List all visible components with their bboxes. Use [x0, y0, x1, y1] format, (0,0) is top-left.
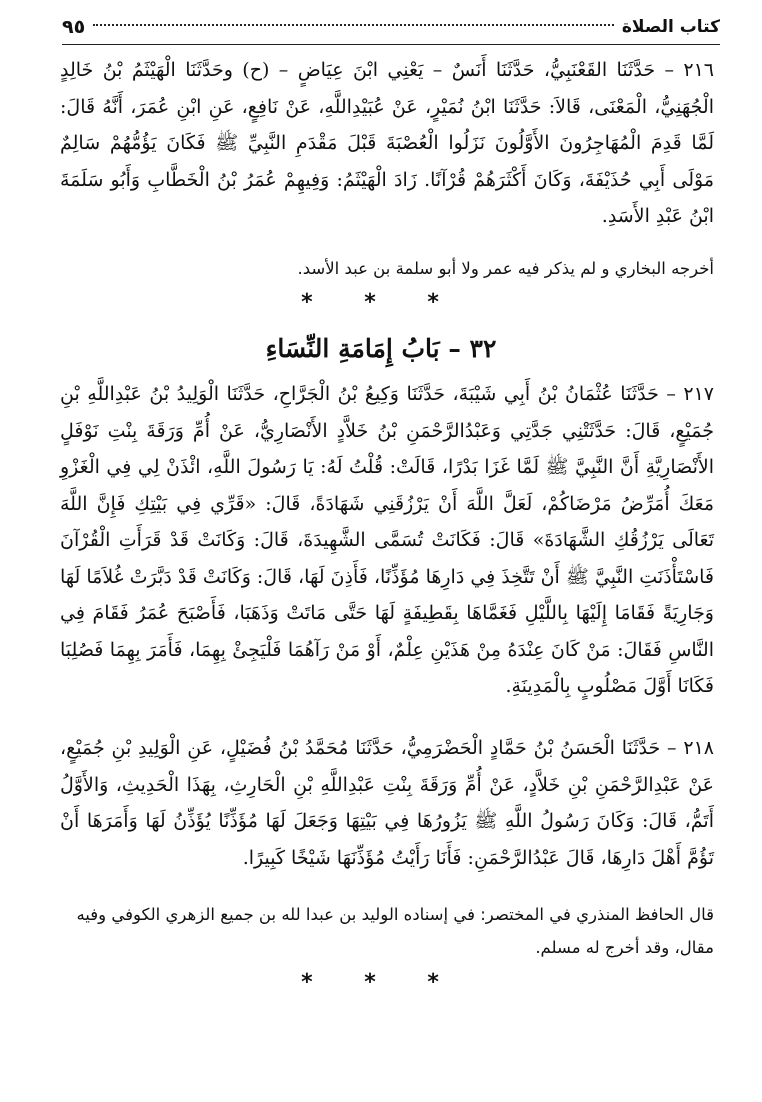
hadith-216	[60, 52, 714, 235]
book-title: كتاب الصلاة	[621, 17, 720, 37]
running-header	[62, 12, 720, 42]
header-rule	[62, 44, 720, 45]
note-216: أخرجه البخاري و لم يذكر فيه عمر ولا أبو سلمة بن عبد الأسد.	[297, 259, 714, 278]
section-separator-end: * * *	[301, 970, 461, 995]
hadith-218	[60, 730, 714, 876]
hadith-218-text: ٢١٨ – حَدَّثَنَا الْحَسَنُ بْنُ حَمَّادٍ الْحَضْرَمِيُّ، حَدَّثَنَا مُحَمَّدُ بْنُ فُضَيْلٍ، عَنِ الْوَلِيدِ بْنِ جُمَيْعٍ، عَنْ عَبْدِالرَّحْمَنِ بْنِ خَلاَّدٍ، عَنْ أُمِّ وَرَقَةَ بِنْتِ عَبْدِاللَّهِ بْنِ الْحَارِثِ، بِهَذَا الْحَدِيثِ، وَالأَوَّلُ أَتَمُّ، قَالَ: وَكَانَ رَسُولُ اللَّهِ ﷺ يَزُورُهَا فِي بَيْتِهَا وَجَعَلَ لَهَا مُؤَذِّنًا يُؤَذِّنُ لَهَا وَأَمَرَهَا أَنْ تَؤُمَّ أَهْلَ دَارِهَا، قَالَ عَبْدُالرَّحْمَنِ: فَأَنَا رَأَيْتُ مُؤَذِّنَهَا شَيْخًا كَبِيرًا.	[60, 737, 714, 869]
page-number: ٩٥	[62, 16, 86, 38]
hadith-217-text: ٢١٧ – حَدَّثَنَا عُثْمَانُ بْنُ أَبِي شَيْبَةَ، حَدَّثَنَا وَكِيعُ بْنُ الْجَرَّاحِ، حَدَّثَنَا الْوَلِيدُ بْنُ عَبْدِاللَّهِ بْنِ جُمَيْعٍ، قَالَ: حَدَّثَتْنِي جَدَّتِي وَعَبْدُالرَّحْمَنِ بْنُ خَلاَّدٍ الأَنْصَارِيُّ، عَنْ أُمِّ وَرَقَةَ بِنْتِ نَوْفَلٍ الأَنْصَارِيَّةِ أَنَّ النَّبِيَّ ﷺ لَمَّا غَزَا بَدْرًا، قَالَتْ: قُلْتُ لَهُ: يَا رَسُولَ اللَّهِ، ائْذَنْ لِي فِي الْغَزْوِ مَعَكَ أُمَرِّضُ مَرْضَاكُمْ، لَعَلَّ اللَّهَ أَنْ يَرْزُقَنِي شَهَادَةً، قَالَ: «قَرِّي فِي بَيْتِكِ فَإِنَّ اللَّهَ تَعَالَى يَرْزُقُكِ الشَّهَادَةَ» قَالَ: فَكَانَتْ تُسَمَّى الشَّهِيدَةَ، قَالَ: وَكَانَتْ قَدْ قَرَأَتِ الْقُرْآنَ فَاسْتَأْذَنَتِ النَّبِيَّ ﷺ أَنْ تَتَّخِذَ فِي دَارِهَا مُؤَذِّنًا، فَأَذِنَ لَهَا، قَالَ: وَكَانَتْ قَدْ دَبَّرَتْ غُلاَمًا لَهَا وَجَارِيَةً فَقَامَا إِلَيْهَا بِاللَّيْلِ فَغَمَّاهَا بِقَطِيفَةٍ لَهَا حَتَّى مَاتَتْ وَذَهَبَا، فَأَصْبَحَ عُمَرُ فَقَامَ فِي النَّاسِ فَقَالَ: مَنْ كَانَ عِنْدَهُ مِنْ هَذَيْنِ عِلْمٌ، أَوْ مَنْ رَآهُمَا فَلْيَجِئْ بِهِمَا، فَأَمَرَ بِهِمَا فَصُلِبَا فَكَانَا أَوَّلَ مَصْلُوبٍ بِالْمَدِينَةِ.	[60, 383, 714, 697]
hadith-216-text: ٢١٦ – حَدَّثَنَا القَعْنَبِيُّ، حَدَّثَنَا أَنَسٌ – يَعْنِي ابْنَ عِيَاضٍ – (ح) وحَدَّثَنَا الْهَيْثَمُ بْنُ خَالِدٍ الْجُهَنِيُّ، الْمَعْنَى، قَالاَ: حَدَّثَنَا ابْنُ نُمَيْرٍ، عَنْ عُبَيْدِاللَّهِ، عَنْ نَافِعٍ، عَنِ ابْنِ عُمَرَ، أَنَّهُ قَالَ: لَمَّا قَدِمَ الْمُهَاجِرُونَ الأَوَّلُونَ نَزَلُوا الْعُصْبَةَ قَبْلَ مَقْدَمِ النَّبِيِّ ﷺ فَكَانَ يَؤُمُّهُمْ سَالِمٌ مَوْلَى أَبِي حُذَيْفَةَ، وَكَانَ أَكْثَرَهُمْ قُرْآنًا. زَادَ الْهَيْثَمُ: وَفِيهِمْ عُمَرُ بْنُ الْخَطَّابِ وَأَبُو سَلَمَةَ ابْنُ عَبْدِ الأَسَدِ.	[60, 59, 714, 227]
hadith-217	[60, 376, 714, 705]
section-separator: * * *	[301, 290, 461, 315]
note-218: قال الحافظ المنذري في المختصر: في إسناده الوليد بن عبدا لله بن جميع الزهري الكوفي وفيه مقال، وقد أخرج له مسلم.	[76, 905, 714, 957]
header-dot-leader	[93, 23, 614, 26]
chapter-title: ٣٢ – بَابُ إِمَامَةِ النِّسَاءِ	[265, 334, 497, 363]
